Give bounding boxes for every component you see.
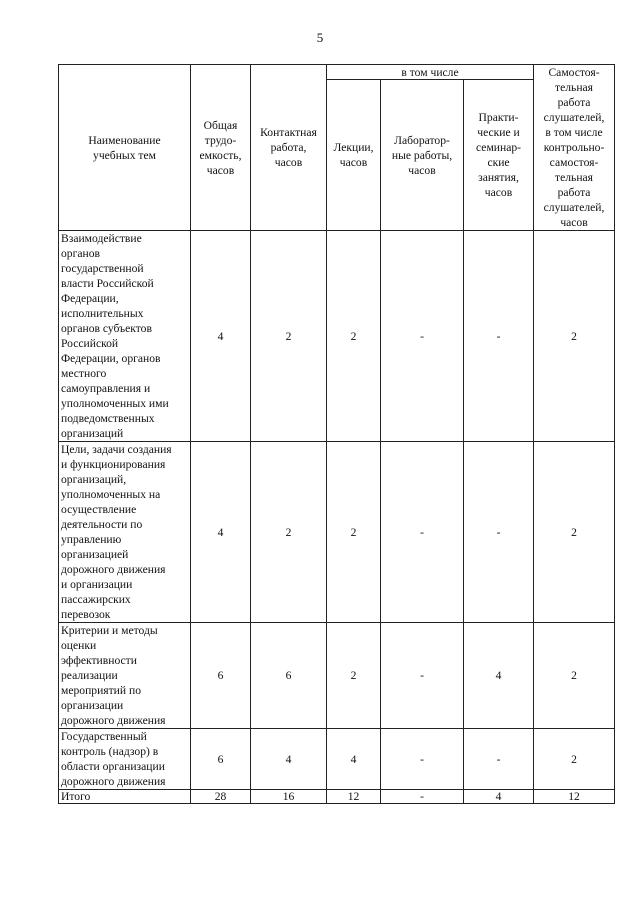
row-contact: 6	[251, 623, 327, 729]
row-total: 4	[191, 442, 251, 623]
header-independent-work: Самостоя- тельная работа слушателей, в том числе контрольно- самостоя- тельная работа слушателей, часов	[534, 65, 615, 231]
table-row	[59, 442, 615, 623]
row-contact: 4	[251, 729, 327, 790]
header-contact-hours: Контактная работа, часов	[251, 65, 327, 231]
header-lectures: Лекции, часов	[327, 80, 381, 231]
total-lectures: 12	[327, 790, 381, 804]
total-contact: 16	[251, 790, 327, 804]
total-independent: 12	[534, 790, 615, 804]
row-practical: -	[464, 231, 534, 442]
row-labs: -	[381, 231, 464, 442]
header-row-group	[59, 65, 615, 80]
header-topic-name: Наименование учебных тем	[59, 65, 191, 231]
row-practical: 4	[464, 623, 534, 729]
row-independent: 2	[534, 729, 615, 790]
header-total-hours: Общая трудо- емкость, часов	[191, 65, 251, 231]
total-label: Итого	[59, 790, 191, 804]
row-lectures: 4	[327, 729, 381, 790]
page-number: 5	[316, 30, 324, 45]
row-practical: -	[464, 729, 534, 790]
table-row	[59, 623, 615, 729]
row-lectures: 2	[327, 623, 381, 729]
table-row	[59, 231, 615, 442]
curriculum-table	[58, 64, 615, 804]
row-contact: 2	[251, 442, 327, 623]
row-total: 4	[191, 231, 251, 442]
row-total: 6	[191, 729, 251, 790]
row-independent: 2	[534, 623, 615, 729]
row-topic: Критерии и методы оценки эффективности реализации мероприятий по организации дорожного движения	[59, 623, 191, 729]
row-labs: -	[381, 729, 464, 790]
header-labs: Лаборатор- ные работы, часов	[381, 80, 464, 231]
total-practical: 4	[464, 790, 534, 804]
row-lectures: 2	[327, 442, 381, 623]
total-labs: -	[381, 790, 464, 804]
header-practical: Практи- ческие и семинар- ские занятия, часов	[464, 80, 534, 231]
row-topic: Государственный контроль (надзор) в области организации дорожного движения	[59, 729, 191, 790]
row-independent: 2	[534, 442, 615, 623]
row-contact: 2	[251, 231, 327, 442]
row-labs: -	[381, 442, 464, 623]
total-row	[59, 790, 615, 804]
row-lectures: 2	[327, 231, 381, 442]
header-including-group: в том числе	[327, 65, 534, 80]
row-total: 6	[191, 623, 251, 729]
table-row	[59, 729, 615, 790]
total-total: 28	[191, 790, 251, 804]
row-topic: Цели, задачи создания и функционирования организаций, уполномоченных на осуществление деятельности по управлению организацией дорожного движения и организации пассажирских перевозок	[59, 442, 191, 623]
row-labs: -	[381, 623, 464, 729]
row-practical: -	[464, 442, 534, 623]
row-topic: Взаимодействие органов государственной власти Российской Федерации, исполнительных органов субъектов Российской Федерации, органов местного самоуправления и уполномоченных ими подведомственных организаций	[59, 231, 191, 442]
row-independent: 2	[534, 231, 615, 442]
